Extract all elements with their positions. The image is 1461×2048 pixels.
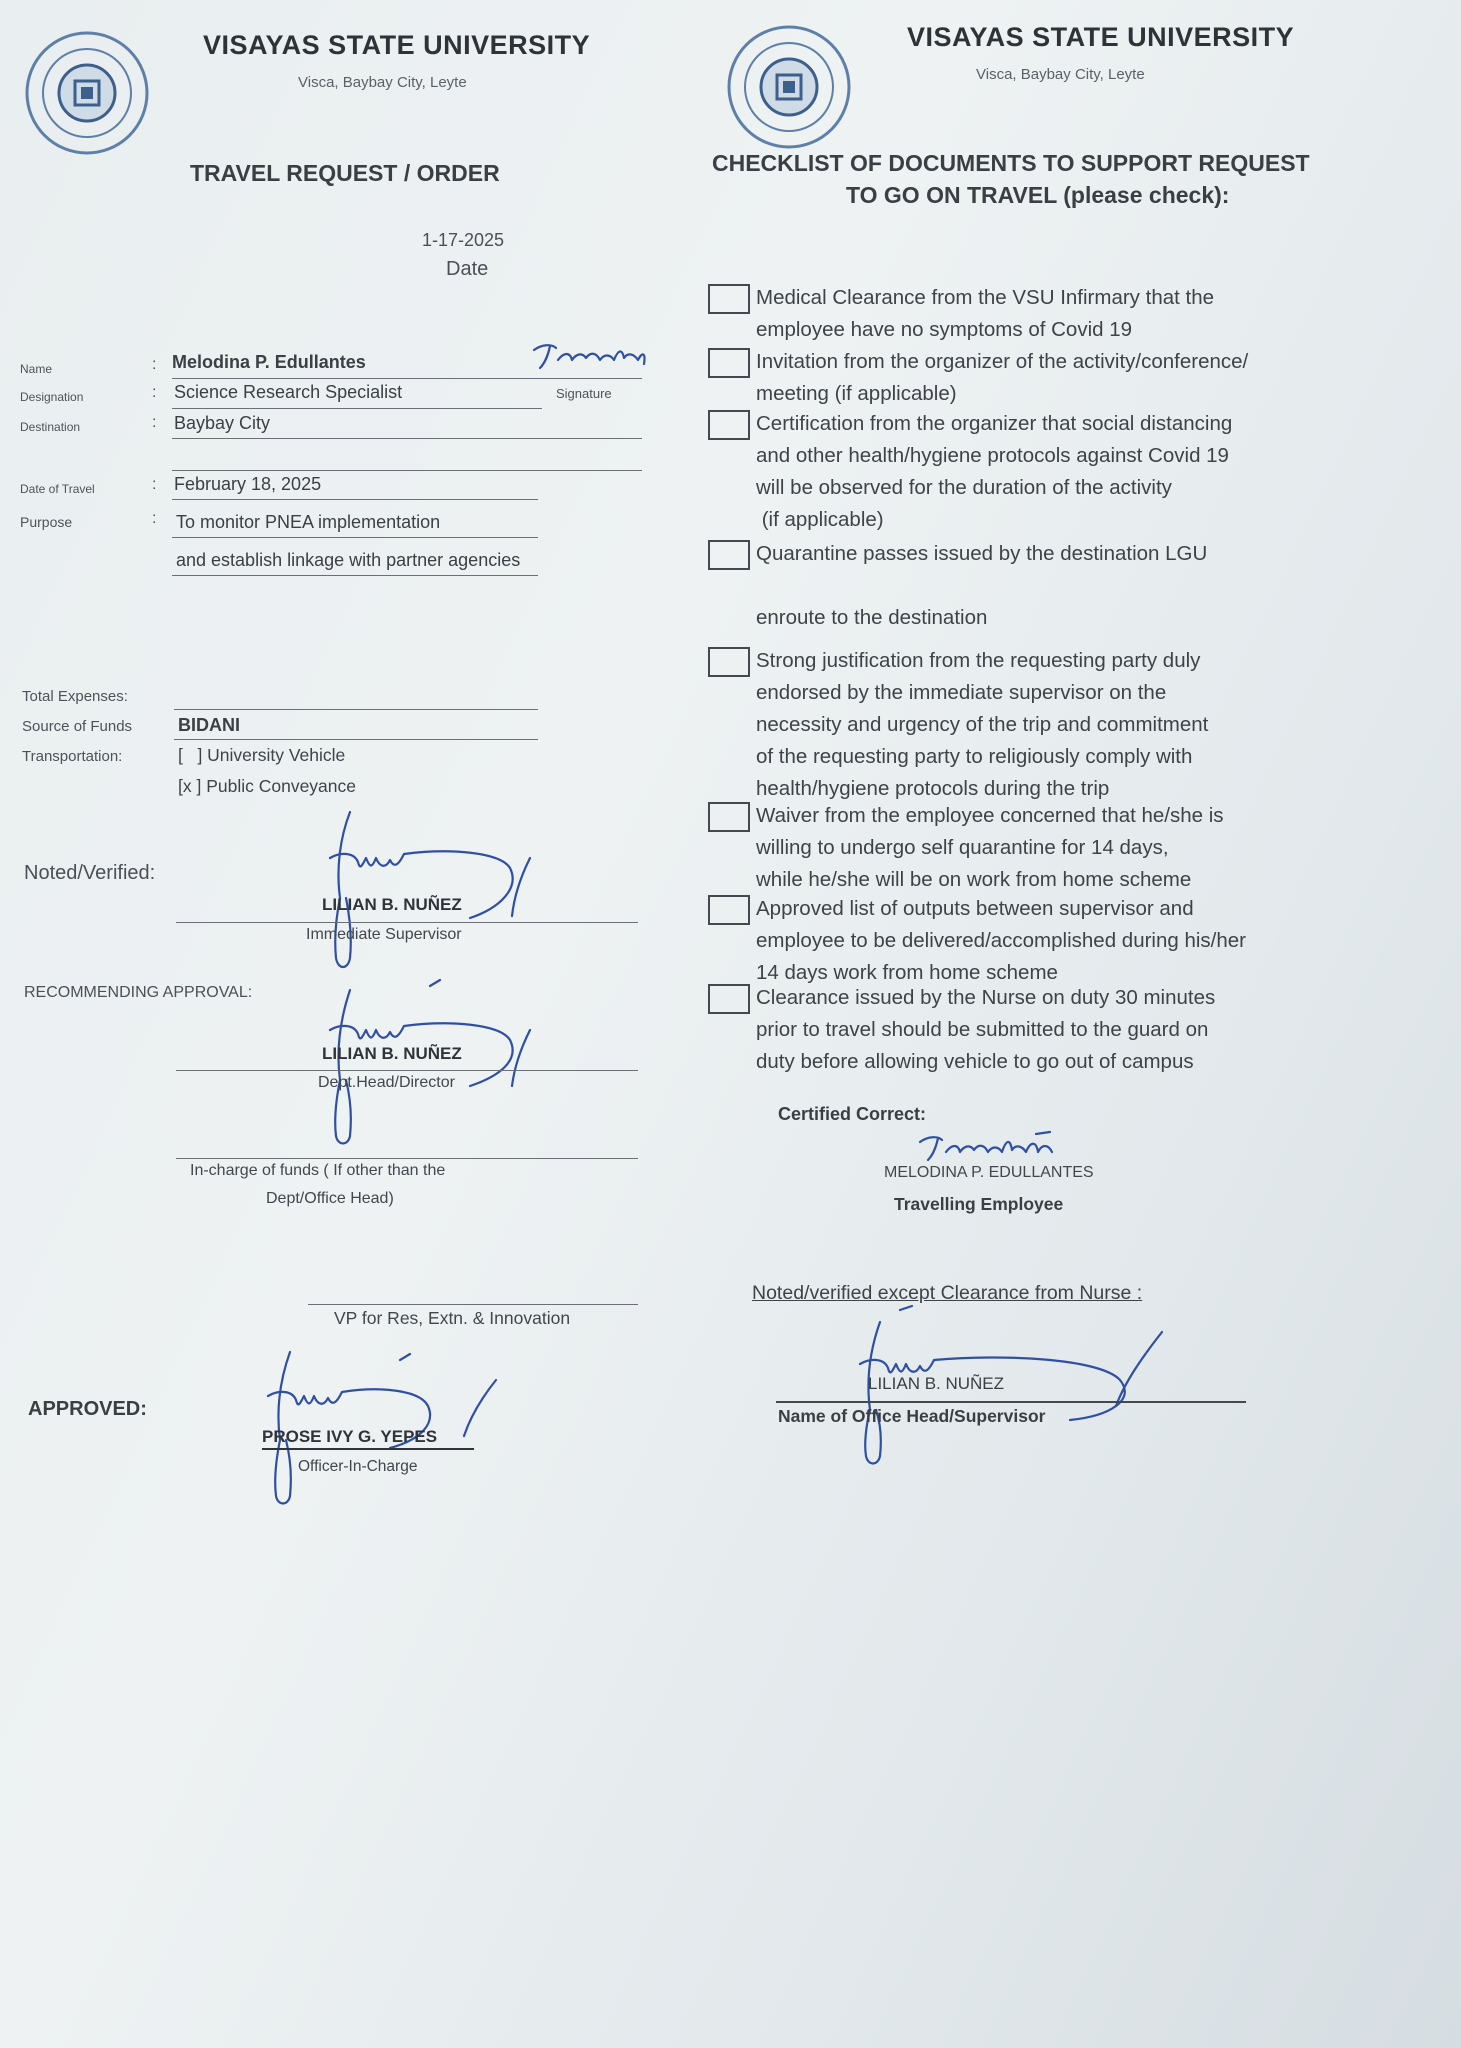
transport-option-university-vehicle: [ ] University Vehicle: [178, 745, 346, 765]
funds-incharge-line: [176, 1158, 638, 1159]
request-date-value: 1-17-2025: [422, 230, 505, 250]
noted-except-nurse-label: Noted/verified except Clearance from Nurse :: [752, 1282, 1143, 1304]
recommending-name: LILIAN B. NUÑEZ: [322, 1044, 462, 1063]
checklist-checkbox[interactable]: [708, 540, 750, 570]
total-expenses-underline: [174, 709, 538, 710]
checklist-title-line-2: TO GO ON TRAVEL (please check):: [846, 182, 1230, 208]
checklist-checkbox[interactable]: [708, 348, 750, 378]
checklist-item-text: employee to be delivered/accomplished during his/her: [756, 929, 1247, 952]
university-seal-left: [22, 28, 152, 158]
source-funds-underline: [174, 739, 538, 740]
noted-name: LILIAN B. NUÑEZ: [322, 895, 462, 914]
checklist-checkbox[interactable]: [708, 895, 750, 925]
checklist-item-text: of the requesting party to religiously comply with: [756, 745, 1193, 768]
university-name-right: VISAYAS STATE UNIVERSITY: [907, 22, 1295, 52]
checklist-item-text: Strong justification from the requesting party duly: [756, 649, 1201, 672]
vp-title: VP for Res, Extn. & Innovation: [334, 1308, 571, 1328]
checklist-item-text: 14 days work from home scheme: [756, 961, 1058, 984]
noted-verified-label: Noted/Verified:: [24, 862, 156, 884]
checklist-item-text: Medical Clearance from the VSU Infirmary that the: [756, 286, 1215, 309]
recommending-title: Dept.Head/Director: [318, 1074, 455, 1091]
total-expenses-label: Total Expenses:: [22, 688, 128, 705]
approved-name-underline: [262, 1448, 474, 1450]
checklist-item-text: Waiver from the employee concerned that he/she is: [756, 804, 1224, 827]
designation-underline: [172, 408, 542, 409]
checklist-item-text: Clearance issued by the Nurse on duty 30 minutes: [756, 986, 1216, 1009]
certified-signature: [916, 1128, 1086, 1164]
destination-value: Baybay City: [174, 413, 271, 433]
noted-signature: [300, 808, 560, 978]
name-label: Name: [20, 362, 53, 376]
destination-underline-2: [172, 470, 642, 471]
source-funds-value: BIDANI: [178, 715, 240, 735]
checklist-item-text: necessity and urgency of the trip and commitment: [756, 713, 1209, 736]
approved-name: PROSE IVY G. YEPES: [262, 1427, 438, 1446]
checklist-checkbox[interactable]: [708, 802, 750, 832]
funds-incharge-line-2: Dept/Office Head): [266, 1190, 394, 1207]
checklist-item-text: will be observed for the duration of the activity: [756, 476, 1172, 499]
checklist-item-text: duty before allowing vehicle to go out of campus: [756, 1050, 1194, 1073]
office-head-name: LILIAN B. NUÑEZ: [868, 1374, 1005, 1393]
designation-label: Designation: [20, 390, 84, 404]
noted-signature-line: [176, 922, 638, 923]
destination-underline: [172, 438, 642, 439]
designation-colon: :: [152, 384, 157, 401]
funds-incharge-line-1: In-charge of funds ( If other than the: [190, 1162, 446, 1179]
checklist-item-text: health/hygiene protocols during the trip: [756, 777, 1110, 800]
designation-value: Science Research Specialist: [174, 382, 403, 402]
date-travel-label: Date of Travel: [20, 482, 95, 496]
checklist-item-text: enroute to the destination: [756, 606, 988, 629]
vp-signature-line: [308, 1304, 638, 1305]
purpose-underline-2: [172, 575, 538, 576]
university-name-left: VISAYAS STATE UNIVERSITY: [203, 30, 591, 60]
checklist-checkbox[interactable]: [708, 647, 750, 677]
signature-label: Signature: [556, 386, 612, 401]
checklist-checkbox[interactable]: [708, 984, 750, 1014]
recommending-signature-line: [176, 1070, 638, 1071]
purpose-underline-1: [172, 537, 538, 538]
checklist-item-text: employee have no symptoms of Covid 19: [756, 318, 1133, 341]
checklist-item-text: prior to travel should be submitted to the guard on: [756, 1018, 1209, 1041]
office-head-signature-line: [776, 1401, 1246, 1403]
request-date-label: Date: [446, 258, 489, 280]
purpose-line-1: To monitor PNEA implementation: [176, 512, 441, 532]
name-colon: :: [152, 356, 157, 373]
checklist-item-text: willing to undergo self quarantine for 14 days,: [756, 836, 1169, 859]
certified-name: MELODINA P. EDULLANTES: [884, 1164, 1094, 1181]
recommending-approval-label: RECOMMENDING APPROVAL:: [24, 984, 253, 1001]
checklist-checkbox[interactable]: [708, 284, 750, 314]
name-value: Melodina P. Edullantes: [172, 352, 366, 372]
certified-correct-label: Certified Correct:: [778, 1104, 927, 1124]
checklist-item-text: and other health/hygiene protocols against Covid 19: [756, 444, 1229, 467]
checklist-item-text: (if applicable): [756, 508, 884, 531]
checklist-item-text: while he/she will be on work from home scheme: [756, 868, 1192, 891]
date-travel-underline: [172, 499, 538, 500]
purpose-label: Purpose: [20, 514, 73, 530]
date-travel-value: February 18, 2025: [174, 474, 322, 494]
purpose-colon: :: [152, 510, 157, 527]
destination-colon: :: [152, 414, 157, 431]
transport-option-public-conveyance: [x ] Public Conveyance: [178, 776, 357, 796]
travel-request-title: TRAVEL REQUEST / ORDER: [190, 160, 500, 186]
transport-label: Transportation:: [22, 748, 123, 765]
checklist-title-line-1: CHECKLIST OF DOCUMENTS TO SUPPORT REQUEST: [712, 150, 1310, 176]
destination-label: Destination: [20, 420, 81, 434]
checklist-item-text: endorsed by the immediate supervisor on the: [756, 681, 1167, 704]
purpose-line-2: and establish linkage with partner agencies: [176, 550, 521, 570]
name-underline: [172, 378, 642, 379]
checklist-checkbox[interactable]: [708, 410, 750, 440]
approved-label: APPROVED:: [28, 1398, 147, 1420]
checklist-item-text: Quarantine passes issued by the destination LGU: [756, 542, 1208, 565]
checklist-item-text: Certification from the organizer that social distancing: [756, 412, 1233, 435]
checklist-item-text: Invitation from the organizer of the activity/conference/: [756, 350, 1249, 373]
university-seal-right: [724, 22, 854, 152]
checklist-item-text: meeting (if applicable): [756, 382, 957, 405]
source-funds-label: Source of Funds: [22, 718, 133, 735]
noted-title: Immediate Supervisor: [306, 926, 462, 943]
certified-title: Travelling Employee: [894, 1194, 1064, 1214]
university-address-right: Visca, Baybay City, Leyte: [976, 66, 1145, 83]
university-address-left: Visca, Baybay City, Leyte: [298, 74, 467, 91]
checklist-item-text: Approved list of outputs between supervisor and: [756, 897, 1194, 920]
employee-signature: [530, 338, 650, 378]
date-travel-colon: :: [152, 476, 157, 493]
office-head-title: Name of Office Head/Supervisor: [778, 1406, 1046, 1426]
approved-title: Officer-In-Charge: [298, 1458, 418, 1475]
